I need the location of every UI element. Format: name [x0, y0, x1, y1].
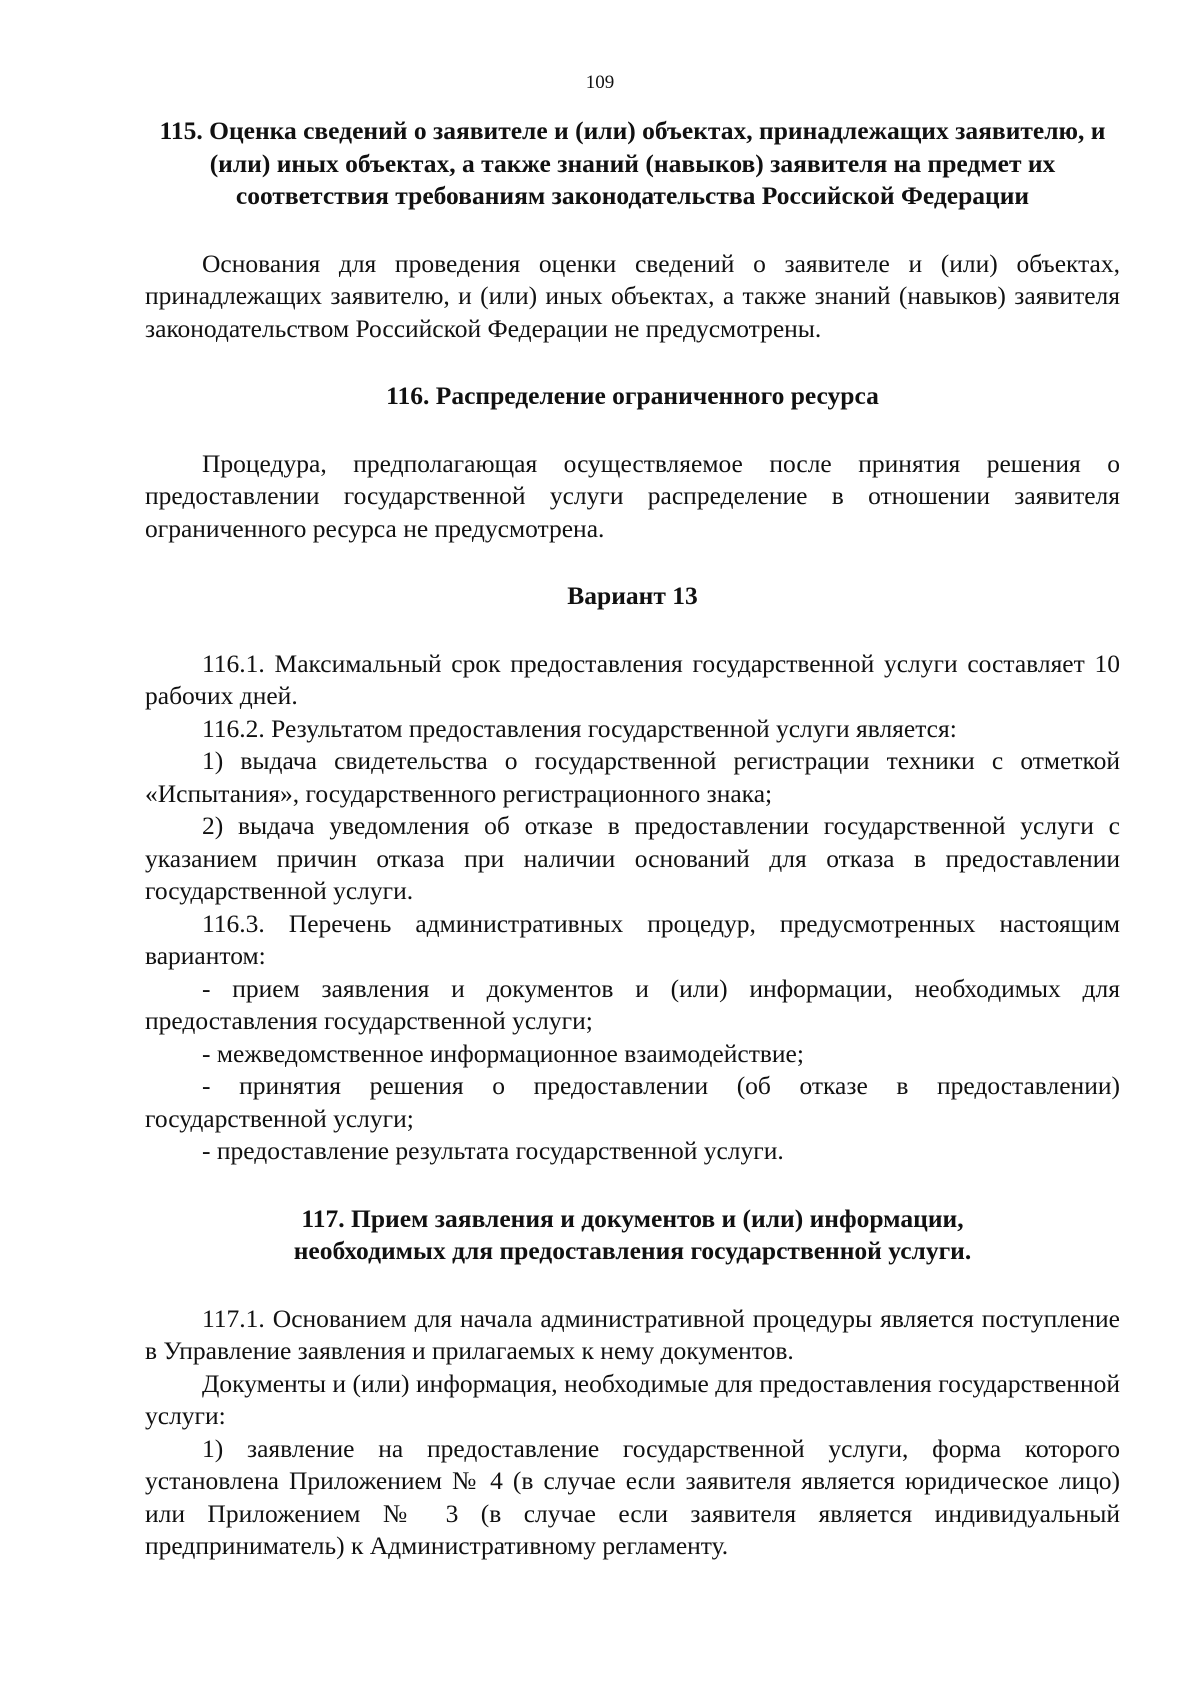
- variant-13-list-item: - предоставление результата государственной услуги.: [202, 1136, 784, 1165]
- section-116-paragraph: Процедура, предполагающая осуществляемое после принятия решения о предоставлении государственной услуги распределение в отношении заявителя ограниченного ресурса не предусмотрена.: [145, 448, 1120, 543]
- section-117-title-line-2: необходимых для предоставления государственной услуги.: [293, 1236, 972, 1265]
- variant-13-paragraph: 116.1. Максимальный срок предоставления государственной услуги составляет 10 рабочих дней.: [145, 648, 1120, 710]
- page-number: 109: [585, 72, 615, 93]
- section-115-paragraph: Основания для проведения оценки сведений о заявителе и (или) объектах, принадлежащих заявителю, и (или) иных объектах, а также знаний (навыков) заявителя законодательством Российской Федерации не предусмотрены.: [145, 248, 1120, 343]
- section-115-title: 115. Оценка сведений о заявителе и (или) объектах, принадлежащих заявителю, и (или) иных объектах, а также знаний (навыков) заявителя на предмет их соответствия требованиям законодательства Российской Федерации: [159, 116, 1106, 210]
- section-117-paragraph: 1) заявление на предоставление государственной услуги, форма которого установлена Приложением № 4 (в случае если заявителя является юридическое лицо) или Приложением № 3 (в случае если заявителя является индивидуальный предприниматель) к Административному регламенту.: [145, 1433, 1120, 1560]
- section-117-paragraph: 117.1. Основанием для начала административной процедуры является поступление в Управление заявления и прилагаемых к нему документов.: [145, 1303, 1120, 1365]
- section-117-paragraph: Документы и (или) информация, необходимые для предоставления государственной услуги:: [145, 1368, 1120, 1430]
- section-117-title-line-1: 117. Прием заявления и документов и (или) информации,: [301, 1203, 964, 1233]
- variant-13-list-item: - межведомственное информационное взаимодействие;: [202, 1038, 804, 1068]
- variant-13-paragraph: 116.3. Перечень административных процедур, предусмотренных настоящим вариантом:: [145, 908, 1120, 970]
- variant-13-paragraph: 116.2. Результатом предоставления государственной услуги является:: [202, 713, 957, 743]
- variant-13-title: Вариант 13: [567, 581, 698, 610]
- variant-13-paragraph: 1) выдача свидетельства о государственной регистрации техники с отметкой «Испытания», государственного регистрационного знака;: [145, 746, 1120, 808]
- variant-13-list-item: - принятия решения о предоставлении (об отказе в предоставлении) государственной услуги;: [145, 1071, 1120, 1133]
- page-content: [145, 115, 1120, 1563]
- section-116-title: 116. Распределение ограниченного ресурса: [386, 381, 879, 410]
- variant-13-paragraph: 2) выдача уведомления об отказе в предоставлении государственной услуги с указанием причин отказа при наличии оснований для отказа в предоставлении государственной услуги.: [145, 811, 1120, 905]
- variant-13-list-item: - прием заявления и документов и (или) информации, необходимых для предоставления государственной услуги;: [145, 973, 1120, 1035]
